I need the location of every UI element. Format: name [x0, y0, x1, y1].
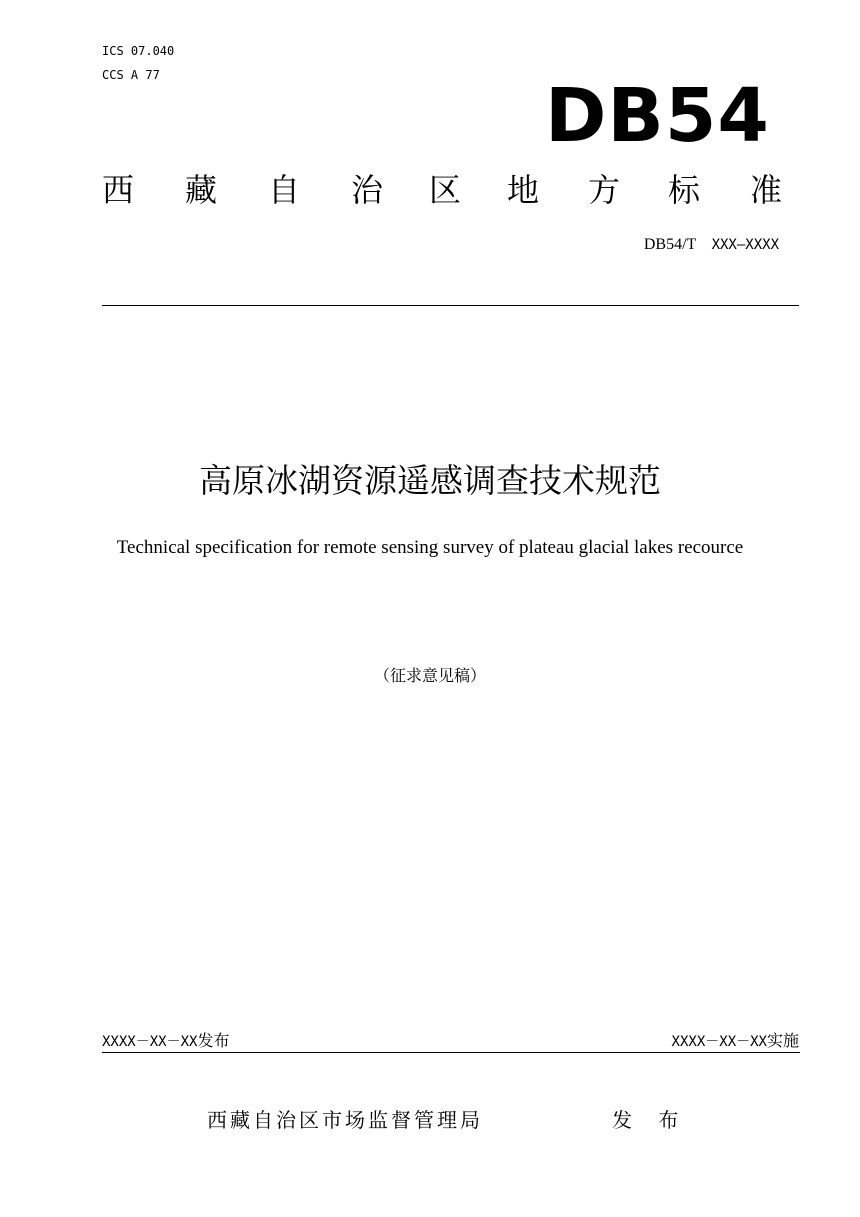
standard-type-char: 地	[507, 171, 540, 209]
header-divider	[102, 305, 799, 306]
standard-type-char: 标	[668, 171, 701, 209]
standard-number-value: XXX—XXXX	[711, 237, 779, 253]
release-date: XXXX－XX－XX	[102, 1034, 198, 1050]
implement-date: XXXX－XX－XX	[671, 1034, 767, 1050]
standard-type-char: 西	[102, 171, 135, 209]
issue-label: 发 布	[612, 1108, 689, 1132]
issuing-authority: 西藏自治区市场监督管理局	[207, 1108, 483, 1132]
standard-type-char: 治	[351, 171, 384, 209]
standard-number	[644, 233, 779, 256]
document-title-chinese: 高原冰湖资源遥感调查技术规范	[199, 461, 661, 500]
standard-type-char: 准	[750, 171, 783, 209]
implement-date-line	[672, 1030, 799, 1053]
db-code-logo: DB54	[545, 73, 770, 159]
implement-label: 实施	[766, 1031, 799, 1050]
ics-code: ICS 07.040	[102, 44, 175, 58]
standard-type-char: 区	[429, 171, 462, 209]
standard-type-heading	[102, 168, 800, 212]
ccs-code: CCS A 77	[102, 68, 160, 82]
release-date-line	[102, 1030, 229, 1053]
draft-status: （征求意见稿）	[373, 666, 486, 685]
footer-divider	[102, 1052, 800, 1053]
standard-type-char: 藏	[185, 171, 218, 209]
standard-type-char: 方	[588, 171, 621, 209]
release-label: 发布	[197, 1031, 230, 1050]
document-title-english: Technical specification for remote sensing survey of plateau glacial lakes recource	[116, 537, 744, 558]
standard-type-char: 自	[268, 171, 301, 209]
standard-number-prefix: DB54/T	[643, 236, 697, 253]
